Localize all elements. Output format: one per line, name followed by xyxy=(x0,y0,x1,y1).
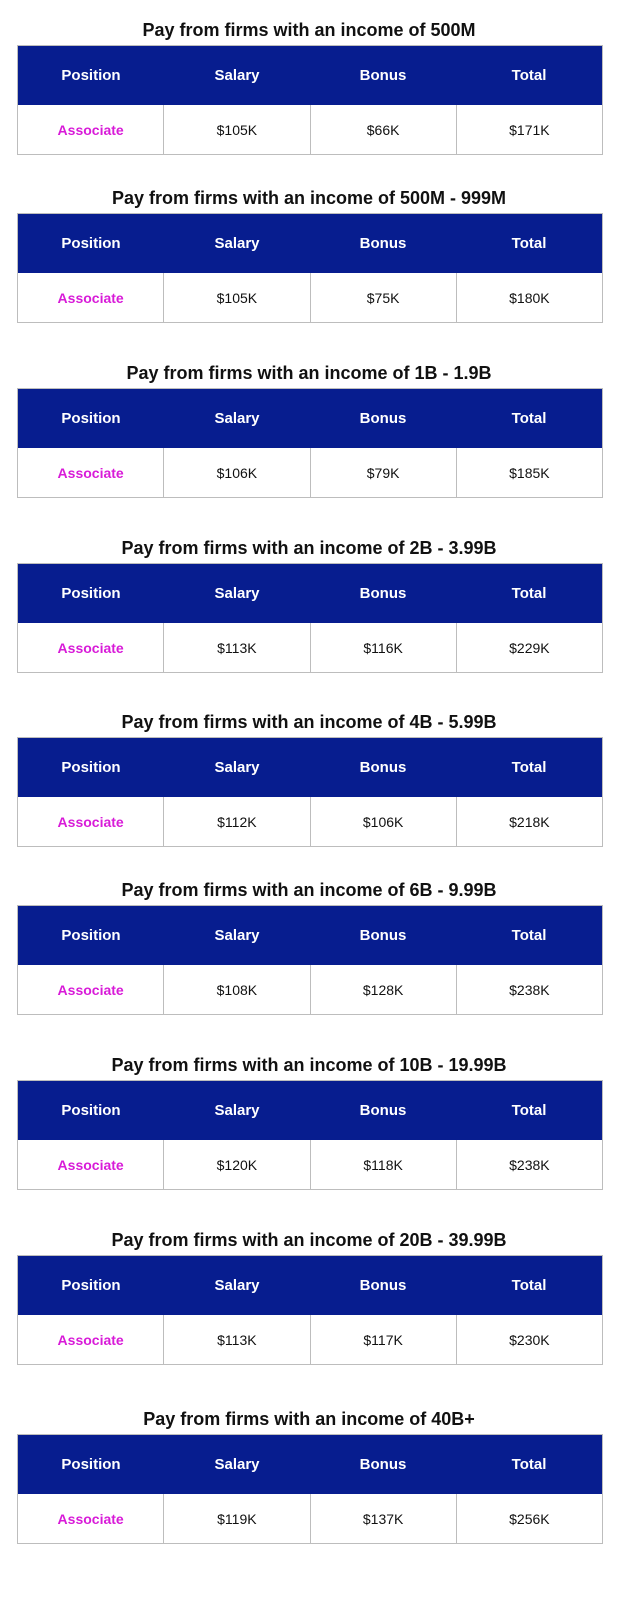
cell-salary: $105K xyxy=(163,273,309,322)
header-total: Total xyxy=(511,1456,547,1473)
cell-salary: $108K xyxy=(163,965,309,1014)
cell-salary: $106K xyxy=(163,448,309,497)
header-total: Total xyxy=(511,585,547,602)
cell-bonus: $117K xyxy=(310,1315,456,1364)
table-row xyxy=(18,1315,602,1364)
cell-total: $238K xyxy=(456,965,602,1014)
cell-position: Associate xyxy=(57,1510,124,1527)
cell-bonus: $116K xyxy=(310,623,456,672)
cell-position: Associate xyxy=(57,1156,124,1173)
header-salary: Salary xyxy=(214,1277,260,1294)
cell-total: $238K xyxy=(456,1140,602,1189)
table-header-row xyxy=(18,738,602,797)
cell-bonus: $66K xyxy=(310,105,456,154)
pay-section-3 xyxy=(0,358,618,498)
header-position: Position xyxy=(61,585,121,602)
section-title: Pay from firms with an income of 500M - 999M xyxy=(111,188,507,208)
pay-section-9 xyxy=(0,1404,618,1544)
cell-salary: $112K xyxy=(163,797,309,846)
section-title: Pay from firms with an income of 1B - 1.9B xyxy=(126,363,492,383)
cell-bonus: $79K xyxy=(310,448,456,497)
section-title: Pay from firms with an income of 6B - 9.99B xyxy=(121,880,497,900)
header-total: Total xyxy=(511,235,547,252)
cell-salary: $120K xyxy=(163,1140,309,1189)
pay-table xyxy=(17,213,603,323)
cell-position: Associate xyxy=(57,981,124,998)
header-bonus: Bonus xyxy=(359,585,407,602)
table-row xyxy=(18,965,602,1014)
section-title: Pay from firms with an income of 4B - 5.99B xyxy=(121,712,497,732)
header-total: Total xyxy=(511,410,547,427)
cell-bonus: $75K xyxy=(310,273,456,322)
cell-bonus: $118K xyxy=(310,1140,456,1189)
table-row xyxy=(18,797,602,846)
header-bonus: Bonus xyxy=(359,1456,407,1473)
table-row xyxy=(18,1494,602,1543)
header-bonus: Bonus xyxy=(359,927,407,944)
cell-position: Associate xyxy=(57,121,124,138)
header-salary: Salary xyxy=(214,235,260,252)
header-salary: Salary xyxy=(214,410,260,427)
cell-bonus: $137K xyxy=(310,1494,456,1543)
cell-position: Associate xyxy=(57,464,124,481)
table-header-row xyxy=(18,1435,602,1494)
pay-table xyxy=(17,388,603,498)
header-salary: Salary xyxy=(214,67,260,84)
header-total: Total xyxy=(511,1102,547,1119)
cell-salary: $113K xyxy=(163,623,309,672)
pay-table xyxy=(17,45,603,155)
header-bonus: Bonus xyxy=(359,67,407,84)
header-position: Position xyxy=(61,235,121,252)
header-bonus: Bonus xyxy=(359,410,407,427)
header-total: Total xyxy=(511,1277,547,1294)
cell-salary: $105K xyxy=(163,105,309,154)
cell-total: $218K xyxy=(456,797,602,846)
table-row xyxy=(18,105,602,154)
pay-table xyxy=(17,1255,603,1365)
pay-section-1 xyxy=(0,15,618,155)
cell-salary: $119K xyxy=(163,1494,309,1543)
cell-total: $180K xyxy=(456,273,602,322)
pay-section-8 xyxy=(0,1225,618,1365)
header-position: Position xyxy=(61,927,121,944)
header-position: Position xyxy=(61,1102,121,1119)
pay-section-4 xyxy=(0,533,618,673)
cell-total: $185K xyxy=(456,448,602,497)
header-salary: Salary xyxy=(214,759,260,776)
pay-section-5 xyxy=(0,707,618,847)
table-header-row xyxy=(18,906,602,965)
section-title: Pay from firms with an income of 20B - 39.99B xyxy=(111,1230,507,1250)
cell-bonus: $106K xyxy=(310,797,456,846)
pay-table xyxy=(17,905,603,1015)
table-header-row xyxy=(18,214,602,273)
pay-table xyxy=(17,1080,603,1190)
cell-total: $256K xyxy=(456,1494,602,1543)
pay-table xyxy=(17,563,603,673)
table-header-row xyxy=(18,564,602,623)
section-title: Pay from firms with an income of 10B - 19.99B xyxy=(111,1055,507,1075)
header-position: Position xyxy=(61,67,121,84)
cell-salary: $113K xyxy=(163,1315,309,1364)
pay-table xyxy=(17,737,603,847)
section-title: Pay from firms with an income of 40B+ xyxy=(143,1409,475,1429)
header-total: Total xyxy=(511,67,547,84)
cell-position: Associate xyxy=(57,813,124,830)
cell-position: Associate xyxy=(57,1331,124,1348)
table-row xyxy=(18,448,602,497)
table-row xyxy=(18,273,602,322)
header-position: Position xyxy=(61,410,121,427)
cell-total: $229K xyxy=(456,623,602,672)
cell-total: $230K xyxy=(456,1315,602,1364)
header-total: Total xyxy=(511,927,547,944)
header-position: Position xyxy=(61,1277,121,1294)
pay-section-2 xyxy=(0,183,618,323)
header-salary: Salary xyxy=(214,1456,260,1473)
header-salary: Salary xyxy=(214,585,260,602)
header-salary: Salary xyxy=(214,927,260,944)
header-position: Position xyxy=(61,759,121,776)
cell-position: Associate xyxy=(57,289,124,306)
pay-section-7 xyxy=(0,1050,618,1190)
table-header-row xyxy=(18,1256,602,1315)
header-bonus: Bonus xyxy=(359,235,407,252)
table-row xyxy=(18,1140,602,1189)
section-title: Pay from firms with an income of 500M xyxy=(142,20,476,40)
pay-section-6 xyxy=(0,875,618,1015)
header-bonus: Bonus xyxy=(359,759,407,776)
cell-bonus: $128K xyxy=(310,965,456,1014)
table-header-row xyxy=(18,389,602,448)
header-bonus: Bonus xyxy=(359,1102,407,1119)
table-row xyxy=(18,623,602,672)
header-salary: Salary xyxy=(214,1102,260,1119)
table-header-row xyxy=(18,1081,602,1140)
header-total: Total xyxy=(511,759,547,776)
table-header-row xyxy=(18,46,602,105)
cell-position: Associate xyxy=(57,639,124,656)
pay-table xyxy=(17,1434,603,1544)
header-position: Position xyxy=(61,1456,121,1473)
header-bonus: Bonus xyxy=(359,1277,407,1294)
section-title: Pay from firms with an income of 2B - 3.99B xyxy=(121,538,497,558)
cell-total: $171K xyxy=(456,105,602,154)
